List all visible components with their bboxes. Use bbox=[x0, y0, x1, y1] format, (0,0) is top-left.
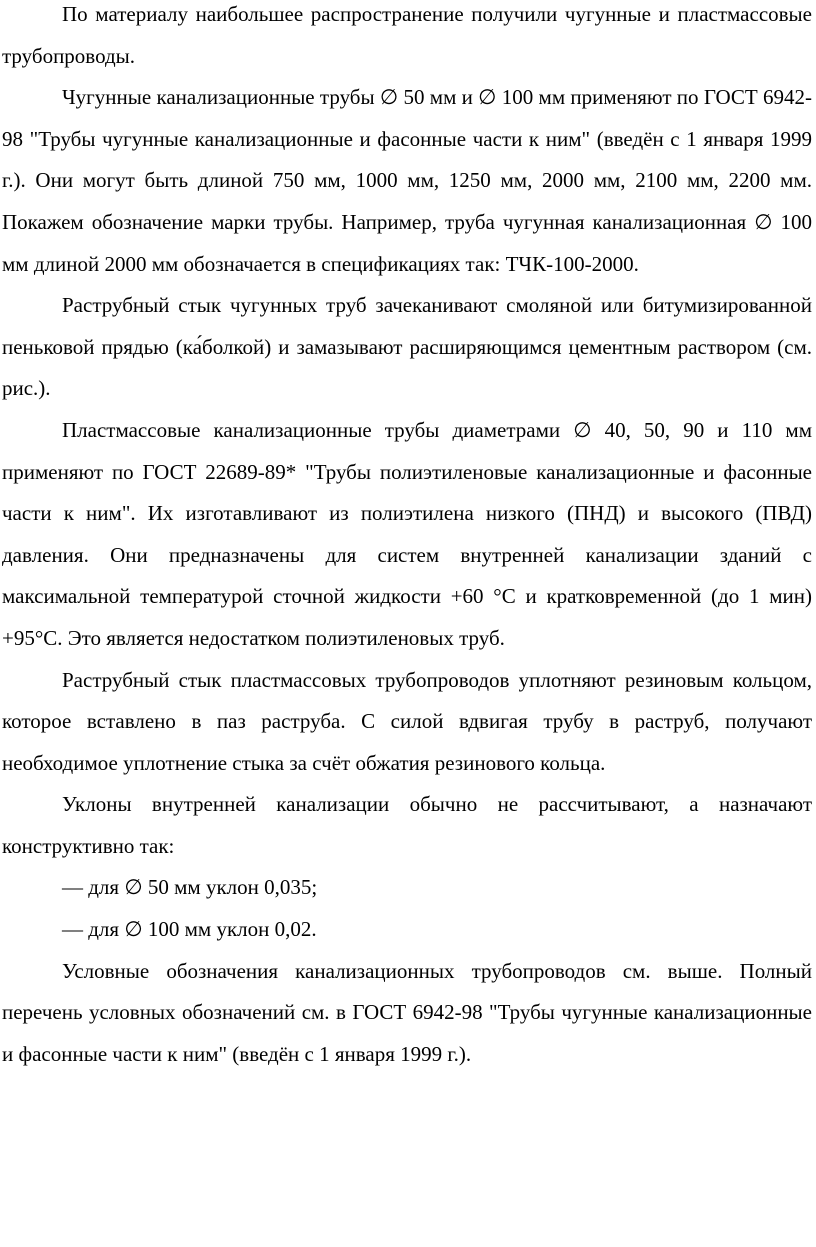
list-item-slope-100: — для ∅ 100 мм уклон 0,02. bbox=[62, 917, 317, 942]
paragraph-symbols: Условные обозначения канализационных трубопроводов см. выше. Полный перечень условных обозначений см. в ГОСТ 6942-98 "Трубы чугунные канализационные и фасонные части к ним" (введён с 1 января 1999 г.). bbox=[2, 958, 812, 1066]
paragraph-cast-iron-joint: Раструбный стык чугунных труб зачеканивают смоляной или битумизированной пеньковой прядью (ка́болкой) и замазывают расширяющимся цементным раствором (см. рис.). bbox=[2, 293, 812, 401]
paragraph-plastic-pipes: Пластмассовые канализационные трубы диаметрами ∅ 40, 50, 90 и 110 мм применяют по ГОСТ 22689-89* "Трубы полиэтиленовые канализационные и фасонные части к ним". Их изготавливают из полиэтилена низкого (ПНД) и высокого (ПВД) давления. Они предназначены для систем внутренней канализации зданий с максимальной температурой сточной жидкости +60 °С и кратковременной (до 1 мин) +95°С. Это является недостатком полиэтиленовых труб. bbox=[2, 417, 812, 650]
paragraph-cast-iron-pipes: Чугунные канализационные трубы ∅ 50 мм и ∅ 100 мм применяют по ГОСТ 6942-98 "Трубы чугунные канализационные и фасонные части к ним" (введён с 1 января 1999 г.). Они могут быть длиной 750 мм, 1000 мм, 1250 мм, 2000 мм, 2100 мм, 2200 мм. Покажем обозначение марки трубы. Например, труба чугунная канализационная ∅ 100 мм длиной 2000 мм обозначается в спецификациях так: ТЧК-100-2000. bbox=[2, 85, 812, 276]
paragraph-plastic-joint: Раструбный стык пластмассовых трубопроводов уплотняют резиновым кольцом, которое вставлено в паз раструба. С силой вдвигая трубу в раструб, получают необходимое уплотнение стыка за счёт обжатия резинового кольца. bbox=[2, 667, 812, 775]
paragraph-slopes: Уклоны внутренней канализации обычно не рассчитывают, а назначают конструктивно так: bbox=[2, 792, 812, 858]
paragraph-materials: По материалу наибольшее распространение получили чугунные и пластмассовые трубопроводы. bbox=[2, 2, 812, 68]
list-item-slope-50: — для ∅ 50 мм уклон 0,035; bbox=[62, 875, 318, 900]
